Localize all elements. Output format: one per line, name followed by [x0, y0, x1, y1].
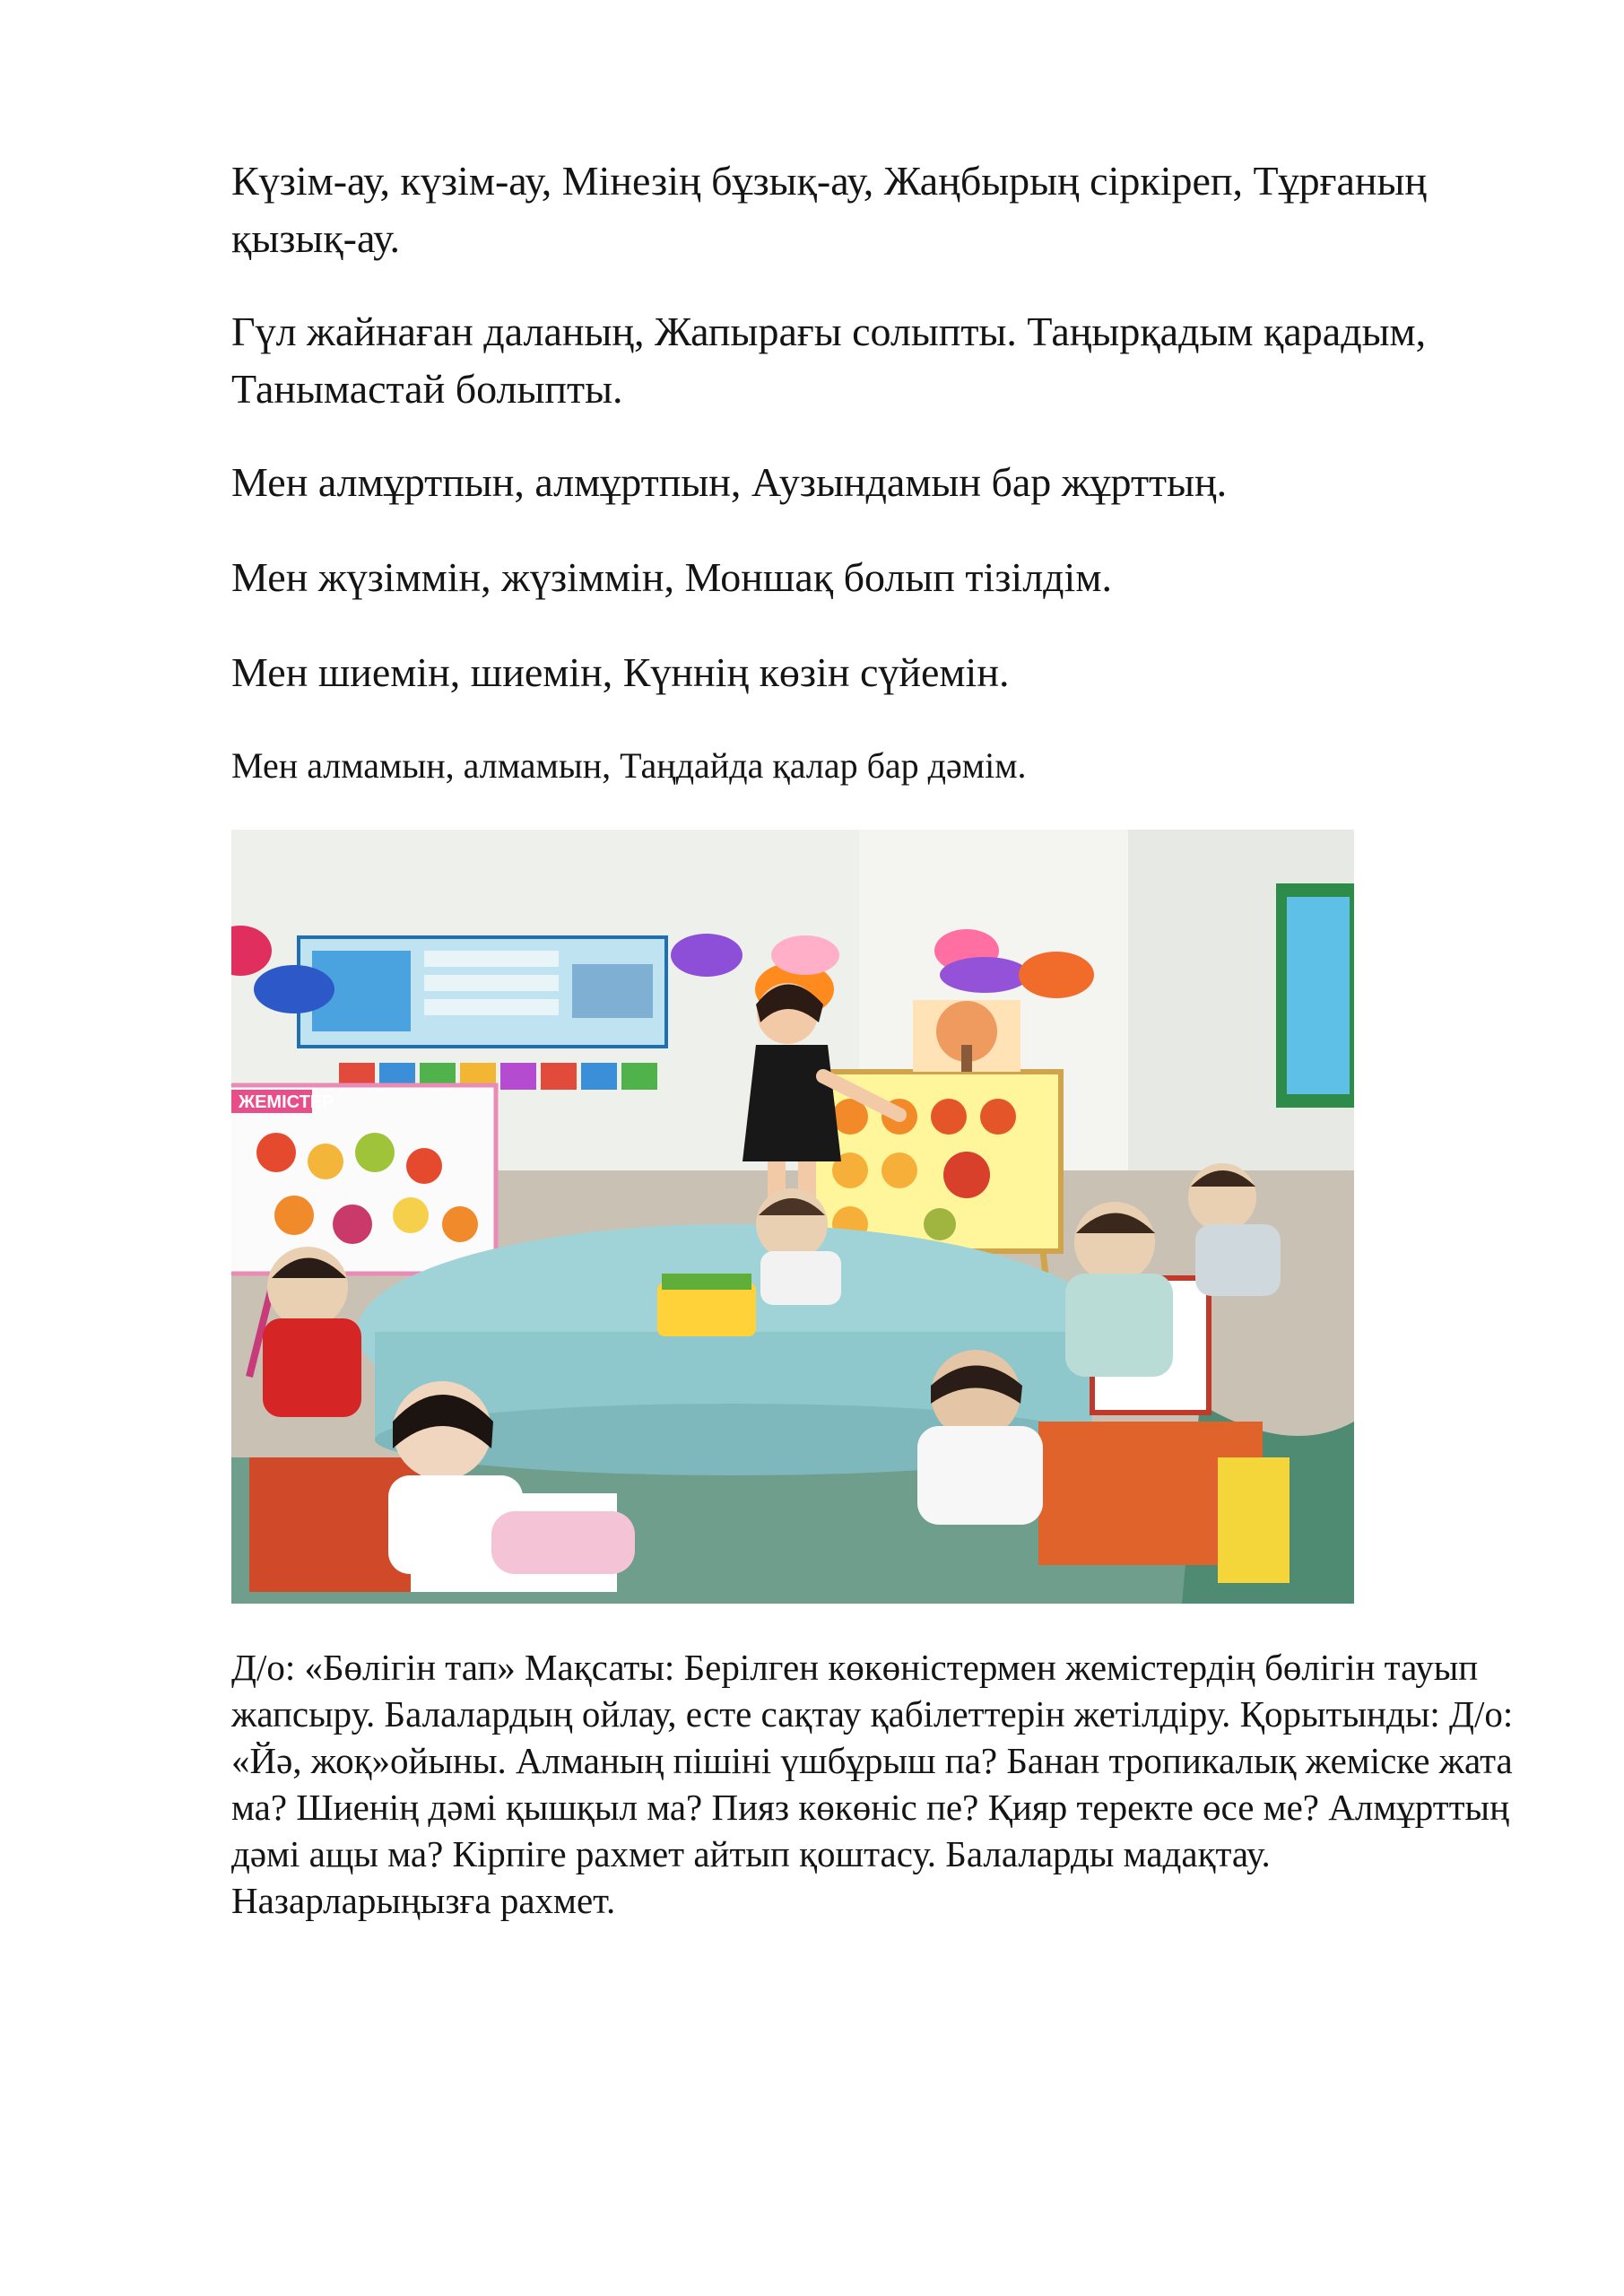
activity-caption: Д/о: «Бөлігін тап» Мақсаты: Берілген көкөністермен жемістердің бөлігін тауып жапсыру. Балалардың ойлау, есте сақтау қабілеттерін жетілдіру. Қорытынды: Д/о: «Йә, жоқ»ойыны. Алманың пішіні үшбұрыш па? Банан тропикалық жеміске жата ма? Шиенің дәмі қышқыл ма? Пияз көкөніс пе? Қияр теректе өсе ме? Алмұрттың дәмі ащы ма? Кірпіге рахмет айтып қоштасу. Балаларды мадақтау. Назарларыңызға рахмет. [231, 1647, 1514, 1921]
verse-3: Мен алмұртпын, алмұртпын, Аузындамын бар жұрттың. [231, 459, 1228, 505]
verse-6: Мен алмамын, алмамын, Таңдайда қалар бар дәмім. [231, 745, 1027, 786]
poster-label: ЖЕМІСТЕР [239, 1092, 334, 1112]
verse-1: Күзім-ау, күзім-ау, Мінезің бұзық-ау, Жаңбырың сіркіреп, Тұрғаның қызық-ау. [231, 158, 1428, 261]
verse-5: Мен шиемін, шиемін, Күннің көзін сүйемін. [231, 649, 1010, 695]
verse-2: Гүл жайнаған даланың, Жапырағы солыпты. Таңырқадым қарадым, Танымастай болыпты. [231, 309, 1427, 412]
verse-4: Мен жүзіммін, жүзіммін, Моншақ болып тізілдім. [231, 554, 1112, 600]
classroom-photo [231, 830, 1354, 1604]
